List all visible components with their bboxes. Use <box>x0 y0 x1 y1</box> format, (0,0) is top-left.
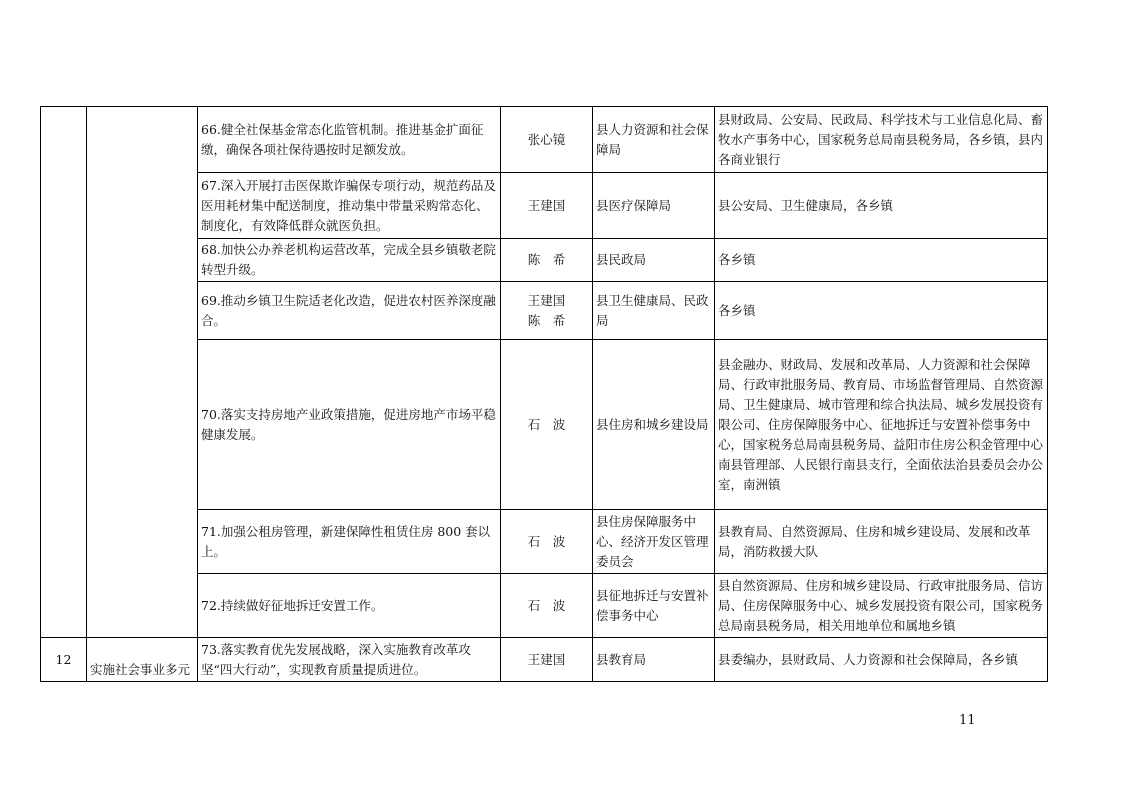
lead-department-cell: 县教育局 <box>593 638 715 682</box>
leader-cell <box>501 282 593 340</box>
leader-cell <box>501 239 593 282</box>
lead-department-cell: 县卫生健康局、民政局 <box>593 282 715 340</box>
lead-department-cell: 县住房和城乡建设局 <box>593 340 715 510</box>
leader-name: 王建国 <box>527 197 566 213</box>
lead-department-cell: 县住房保障服务中心、经济开发区管理委员会 <box>593 510 715 574</box>
task-cell: 67.深入开展打击医保欺诈骗保专项行动，规范药品及医用耗材集中配送制度，推动集中带量采购常态化、制度化，有效降低群众就医负担。 <box>198 173 501 239</box>
item-number-cell: 12 <box>41 638 87 682</box>
item-number-cell <box>41 107 87 638</box>
leader-name: 张心镜 <box>527 131 566 147</box>
leader-cell <box>501 574 593 638</box>
cooperating-units-cell: 县教育局、自然资源局、住房和城乡建设局、发展和改革局，消防救援大队 <box>715 510 1048 574</box>
table-row <box>41 638 1048 682</box>
cooperating-units-cell: 县财政局、公安局、民政局、科学技术与工业信息化局、畜牧水产事务中心，国家税务总局南县税务局，各乡镇，县内各商业银行 <box>715 107 1048 173</box>
task-cell: 71.加强公租房管理，新建保障性租赁住房 800 套以上。 <box>198 510 501 574</box>
lead-department-cell: 县征地拆迁与安置补偿事务中心 <box>593 574 715 638</box>
leader-name: 陈 希 <box>527 252 566 267</box>
cooperating-units-cell: 县金融办、财政局、发展和改革局、人力资源和社会保障局、行政审批服务局、教育局、市场监督管理局、自然资源局、卫生健康局、城市管理和综合执法局、城乡发展投资有限公司、住房保障服务中心、征地拆迁与安置补偿事务中心，国家税务总局南县税务局、益阳市住房公积金管理中心南县管理部、人民银行南县支行，全面依法治县委员会办公室，南洲镇 <box>715 340 1048 510</box>
task-cell: 73.落实教育优先发展战略，深入实施教育改革攻坚“四大行动”，实现教育质量提质进位。 <box>198 638 501 682</box>
task-cell: 70.落实支持房地产业政策措施，促进房地产市场平稳健康发展。 <box>198 340 501 510</box>
cooperating-units-cell: 各乡镇 <box>715 282 1048 340</box>
leader-cell <box>501 107 593 173</box>
lead-department-cell: 县人力资源和社会保障局 <box>593 107 715 173</box>
task-cell: 72.持续做好征地拆迁安置工作。 <box>198 574 501 638</box>
leader-name: 陈 希 <box>527 312 566 328</box>
cooperating-units-cell: 各乡镇 <box>715 239 1048 282</box>
leader-cell <box>501 340 593 510</box>
leader-cell <box>501 510 593 574</box>
leader-name: 王建国 <box>527 651 566 667</box>
leader-cell <box>501 173 593 239</box>
cooperating-units-cell: 县自然资源局、住房和城乡建设局、行政审批服务局、信访局、住房保障服务中心、城乡发展投资有限公司，国家税务总局南县税务局，相关用地单位和属地乡镇 <box>715 574 1048 638</box>
leader-name: 王建国 <box>527 292 566 308</box>
page-number: 11 <box>959 713 976 728</box>
table-row <box>41 107 1048 173</box>
cooperating-units-cell: 县委编办，县财政局、人力资源和社会保障局，各乡镇 <box>715 638 1048 682</box>
work-task-table <box>40 106 1048 682</box>
cooperating-units-cell: 县公安局、卫生健康局，各乡镇 <box>715 173 1048 239</box>
lead-department-cell: 县民政局 <box>593 239 715 282</box>
task-cell: 68.加快公办养老机构运营改革，完成全县乡镇敬老院转型升级。 <box>198 239 501 282</box>
leader-name: 石 波 <box>527 416 566 432</box>
task-cell: 69.推动乡镇卫生院适老化改造，促进农村医养深度融合。 <box>198 282 501 340</box>
task-cell: 66.健全社保基金常态化监管机制。推进基金扩面征缴，确保各项社保待遇按时足额发放。 <box>198 107 501 173</box>
leader-name: 石 波 <box>527 597 566 613</box>
category-cell <box>87 107 198 638</box>
leader-name: 石 波 <box>527 533 566 549</box>
lead-department-cell: 县医疗保障局 <box>593 173 715 239</box>
category-cell: 实施社会事业多元 <box>87 638 198 682</box>
leader-cell <box>501 638 593 682</box>
